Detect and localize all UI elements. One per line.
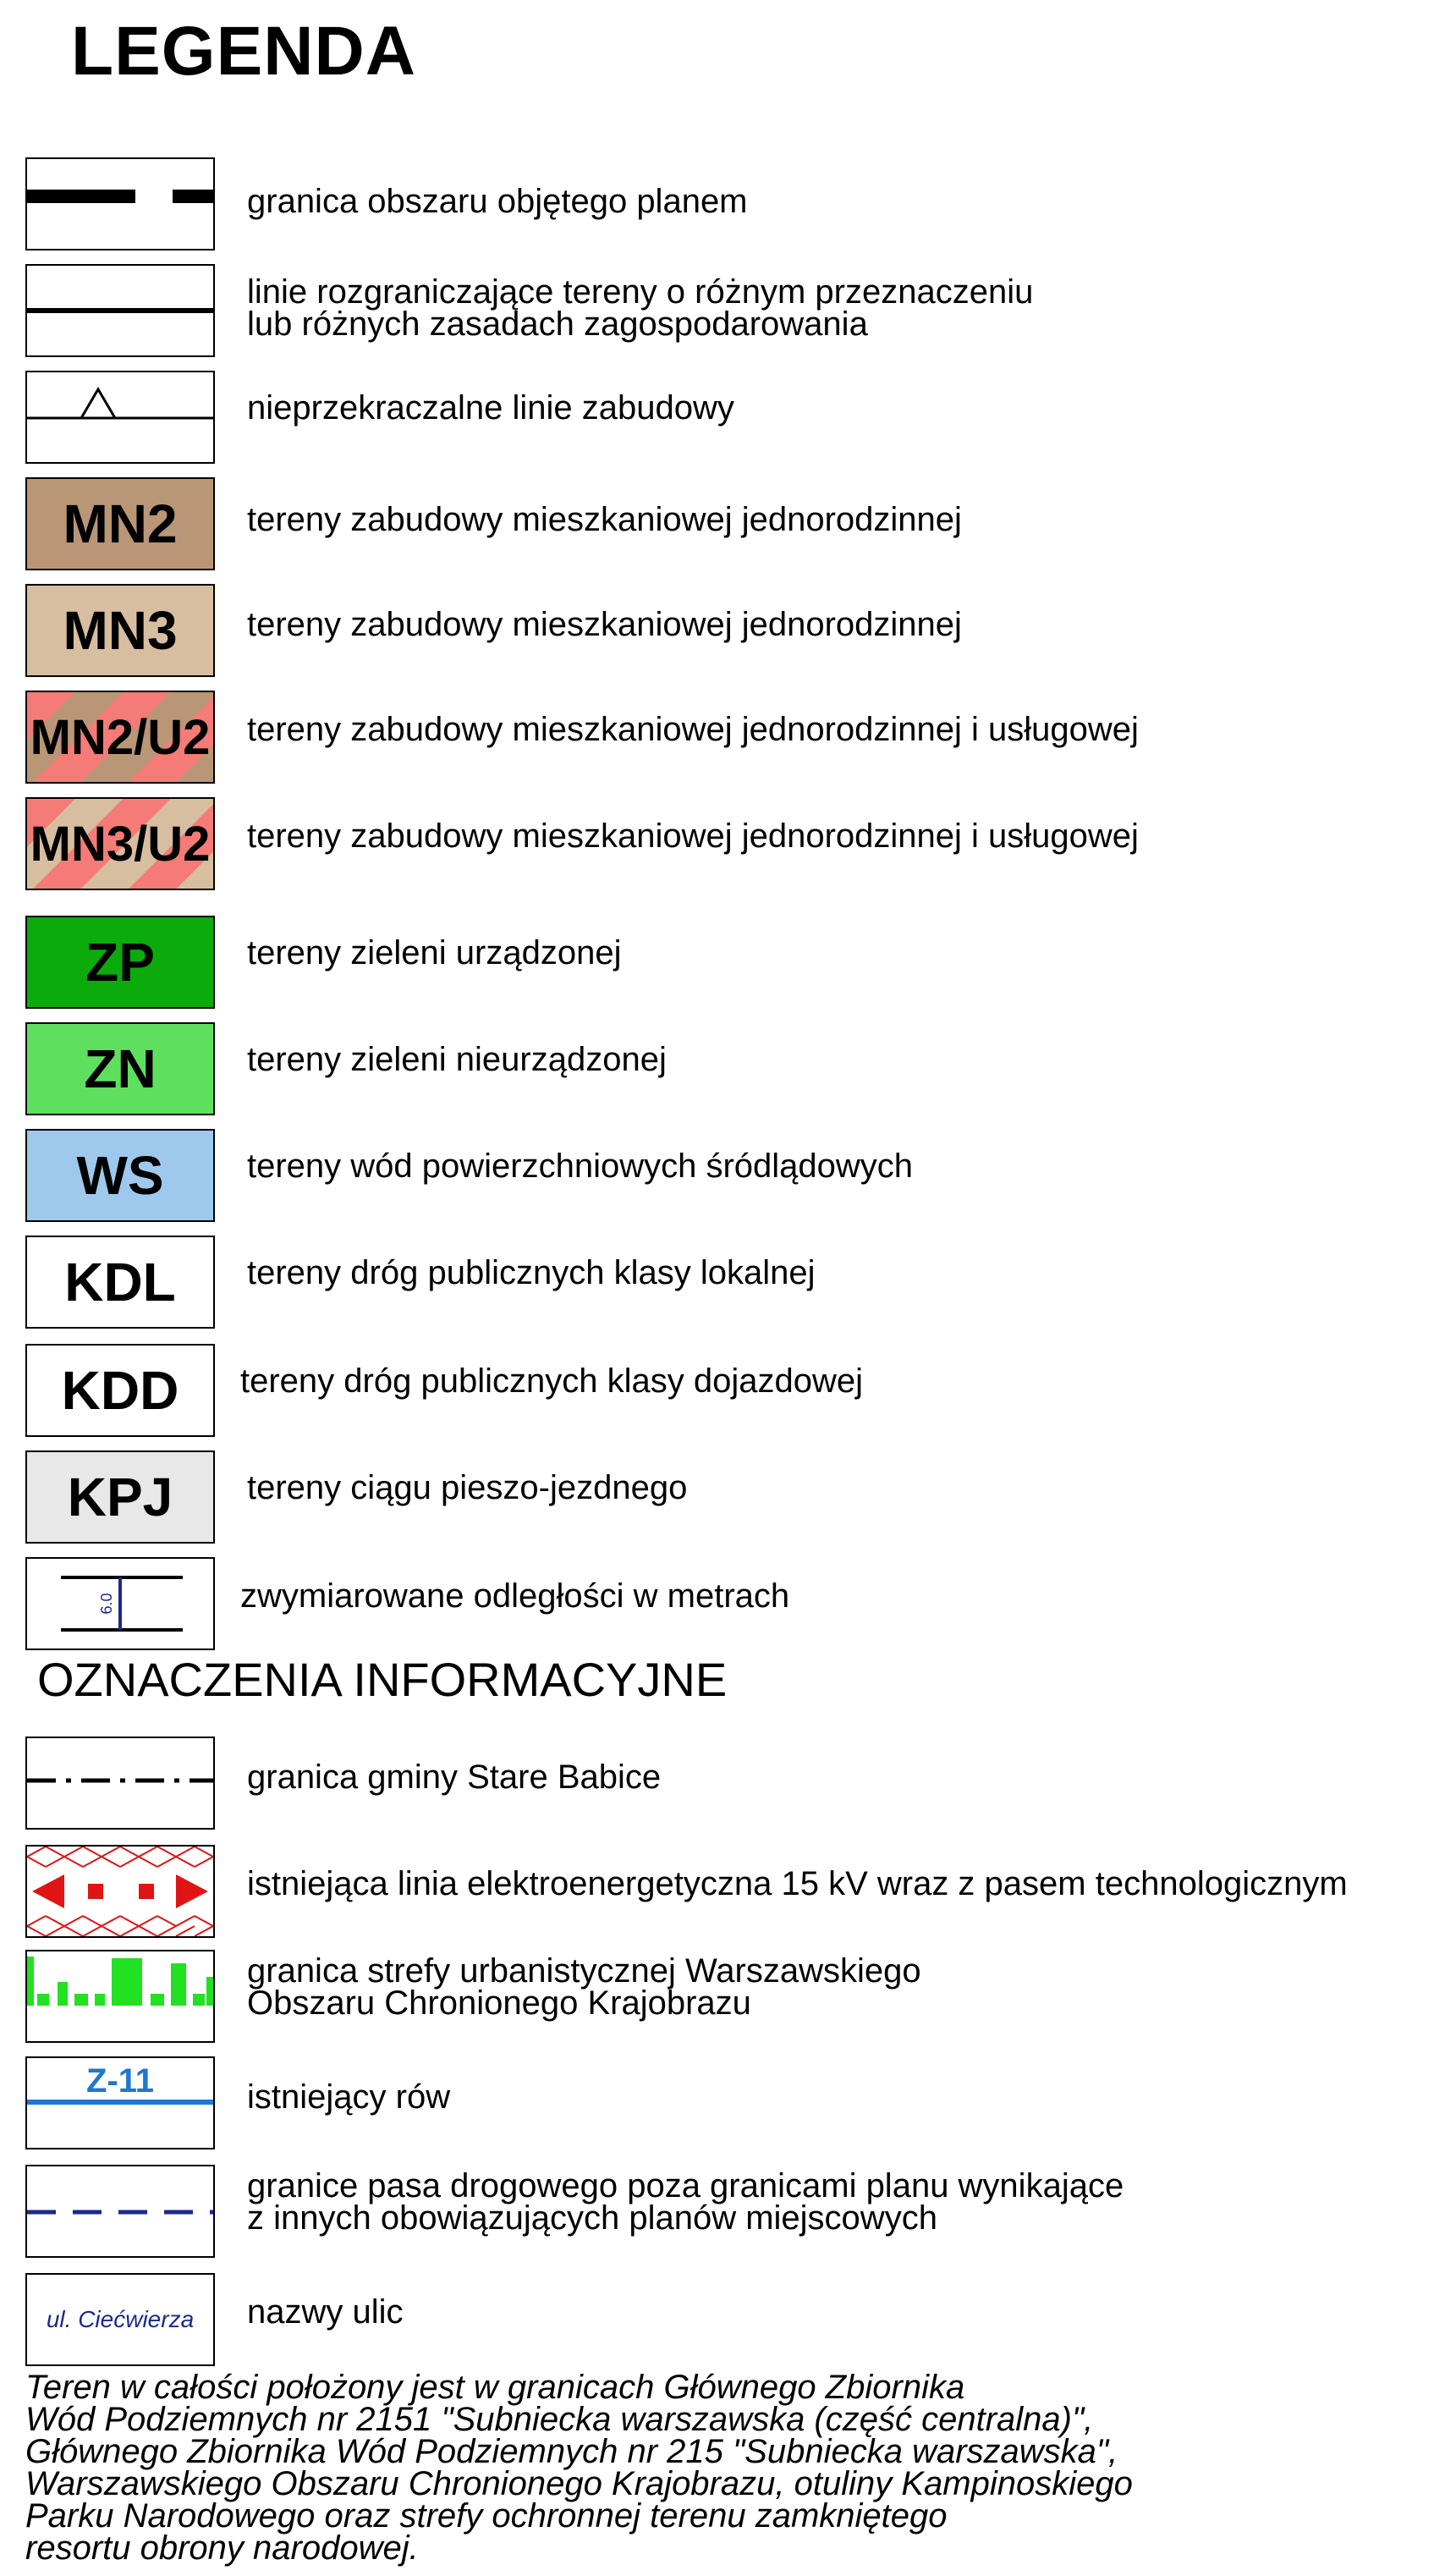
zone-label-mn2-u2: tereny zabudowy mieszkaniowej jednorodzinnej i usługowej xyxy=(247,711,1139,748)
ditch-symbol xyxy=(25,2056,215,2149)
zone-symbol-zp xyxy=(25,916,215,1009)
municipality-boundary-line xyxy=(27,1738,213,1828)
zone-code-zn: ZN xyxy=(84,1038,157,1099)
building-line-symbol xyxy=(25,371,215,464)
zone-label-mn3: tereny zabudowy mieszkaniowej jednorodzinnej xyxy=(247,606,962,643)
legend-note: Teren w całości położony jest w granicach Głównego Zbiornika Wód Podziemnych nr 2151 "Subniecka warszawska (część centralna)", Głównego Zbiornika Wód Podziemnych nr 215 "Subniecka warszawska", Warszawskiego Obszaru Chronionego Krajobrazu, otuliny Kampinoskiego Parku Narodowego oraz strefy ochronnej terenu zamkniętego resortu obrony narodowej. xyxy=(25,2369,1133,2567)
urban-zone-symbol xyxy=(25,1950,215,2043)
zone-label-mn3-u2: tereny zabudowy mieszkaniowej jednorodzinnej i usługowej xyxy=(247,817,1139,855)
zone-symbol-mn3 xyxy=(25,584,215,677)
building-line-triangle-icon xyxy=(27,372,213,462)
zone-symbol-kdd xyxy=(25,1344,215,1437)
building-line-label: nieprzekraczalne linie zabudowy xyxy=(247,389,734,427)
legend-title: LEGENDA xyxy=(71,13,416,90)
zone-code-zp: ZP xyxy=(85,932,155,993)
zone-label-zn: tereny zieleni nieurządzonej xyxy=(247,1041,667,1078)
zone-code-kdd: KDD xyxy=(61,1360,179,1421)
street-name-label: nazwy ulic xyxy=(247,2293,404,2331)
street-name-sample: ul. Ciećwierza xyxy=(46,2306,195,2332)
power-line-symbol xyxy=(25,1845,215,1938)
zone-symbol-mn2 xyxy=(25,477,215,570)
zone-symbol-zn xyxy=(25,1022,215,1115)
road-belt-symbol xyxy=(25,2165,215,2258)
ditch-code: Z-11 xyxy=(85,2062,155,2100)
zone-label-kdl: tereny dróg publicznych klasy lokalnej xyxy=(247,1254,816,1291)
dimension-value: 6.0 xyxy=(98,1593,115,1615)
ditch-label: istniejący rów xyxy=(247,2078,451,2116)
road-belt-line xyxy=(27,2166,213,2256)
dimension-line xyxy=(27,1559,213,1649)
zone-label-mn2: tereny zabudowy mieszkaniowej jednorodzinnej xyxy=(247,501,962,538)
zone-label-ws: tereny wód powierzchniowych śródlądowych xyxy=(247,1148,914,1185)
street-name-symbol xyxy=(25,2273,215,2366)
zone-symbol-kpj xyxy=(25,1450,215,1544)
zone-label-kpj: tereny ciągu pieszo-jezdnego xyxy=(247,1469,688,1506)
zone-label-zp: tereny zieleni urządzonej xyxy=(247,934,622,972)
zone-symbol-ws xyxy=(25,1129,215,1222)
zone-code-kdl: KDL xyxy=(64,1252,176,1313)
dimension-label: zwymiarowane odległości w metrach xyxy=(240,1577,790,1615)
zone-label-kdd: tereny dróg publicznych klasy dojazdowej xyxy=(240,1362,863,1400)
dividing-line-symbol xyxy=(25,264,215,357)
ditch-line xyxy=(27,2058,213,2148)
zone-symbol-mn2-u2 xyxy=(25,691,215,784)
power-line-icon xyxy=(27,1847,213,1936)
urban-zone-line xyxy=(27,1951,213,2041)
plan-boundary-label: granica obszaru objętego planem xyxy=(247,183,748,220)
dimension-symbol xyxy=(25,1557,215,1650)
zone-code-kpj: KPJ xyxy=(67,1467,173,1527)
section-title: OZNACZENIA INFORMACYJNE xyxy=(37,1653,728,1706)
plan-boundary-line xyxy=(27,159,213,249)
zone-symbol-mn3-u2 xyxy=(25,797,215,890)
municipality-boundary-label: granica gminy Stare Babice xyxy=(247,1759,662,1796)
zone-code-mn3: MN3 xyxy=(63,600,178,661)
dividing-line-label: linie rozgraniczające tereny o różnym przeznaczeniu lub różnych zasadach zagospodarowania xyxy=(247,273,1034,343)
zone-symbol-kdl xyxy=(25,1236,215,1329)
zone-code-mn3-u2: MN3/U2 xyxy=(30,816,211,872)
power-line-label: istniejąca linia elektroenergetyczna 15 kV wraz z pasem technologicznym xyxy=(247,1865,1348,1902)
municipality-boundary-symbol xyxy=(25,1737,215,1830)
road-belt-label: granice pasa drogowego poza granicami planu wynikające z innych obowiązujących planów miejscowych xyxy=(247,2167,1124,2237)
zone-code-ws: WS xyxy=(76,1145,164,1206)
urban-zone-label: granica strefy urbanistycznej Warszawskiego Obszaru Chronionego Krajobrazu xyxy=(247,1952,921,2022)
dividing-line xyxy=(27,266,213,355)
plan-boundary-symbol xyxy=(25,157,215,250)
zone-code-mn2-u2: MN2/U2 xyxy=(30,709,211,765)
zone-code-mn2: MN2 xyxy=(63,493,178,554)
